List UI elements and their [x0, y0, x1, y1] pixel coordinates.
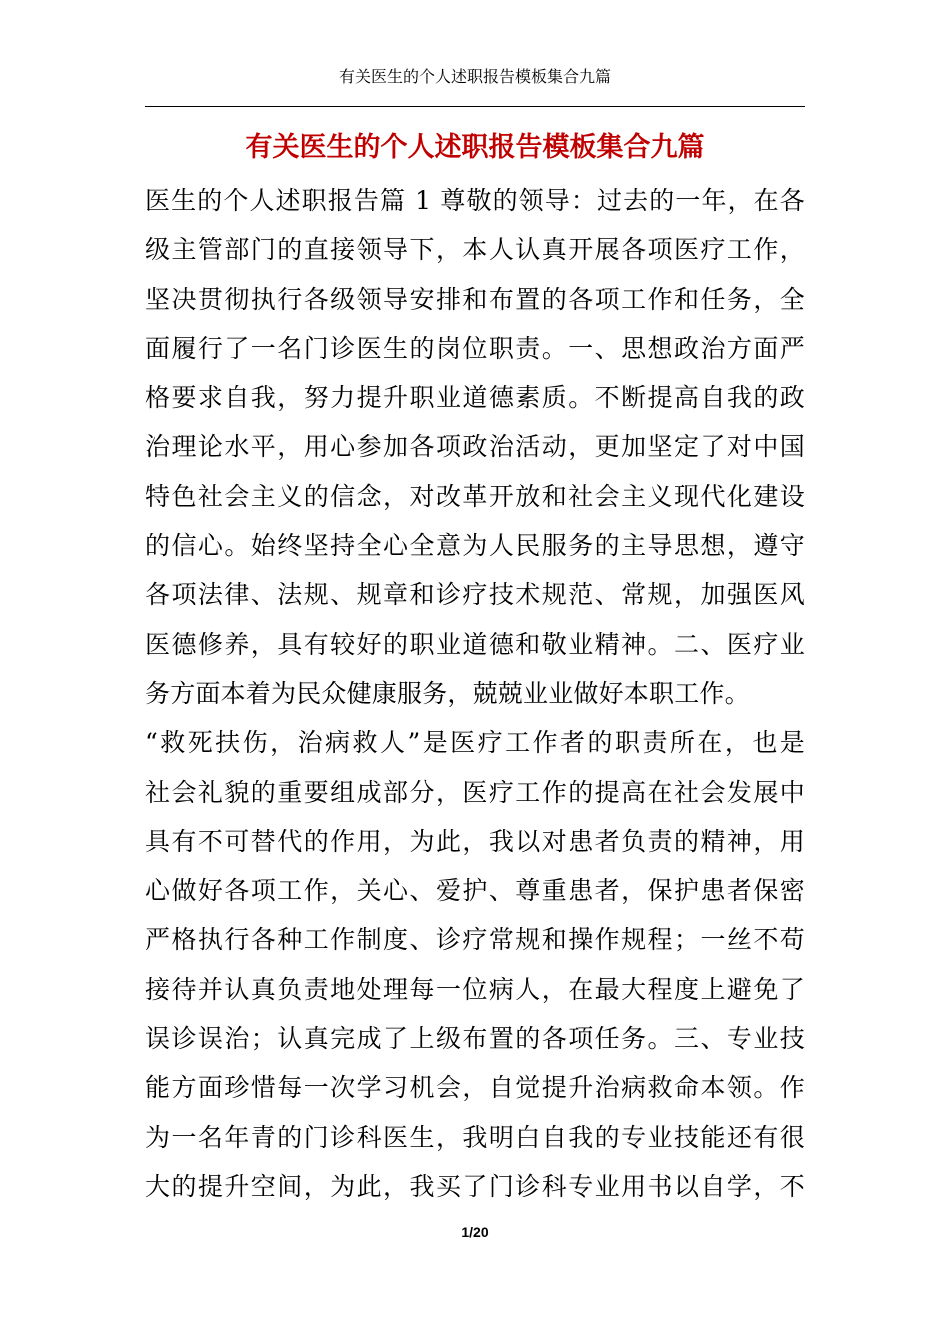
body-line: 社会礼貌的重要组成部分，医疗工作的提高在社会发展中	[145, 777, 805, 807]
body-line: 为一名年青的门诊科医生，我明白自我的专业技能还有很	[145, 1122, 805, 1152]
body-line: 治理论水平，用心参加各项政治活动，更加坚定了对中国	[145, 432, 805, 462]
body-line: 大的提升空间，为此，我买了门诊科专业用书以自学，不	[145, 1171, 805, 1201]
body-line: 级主管部门的直接领导下，本人认真开展各项医疗工作，	[145, 235, 805, 265]
running-header: 有关医生的个人述职报告模板集合九篇	[338, 67, 611, 86]
body-line: 格要求自我，努力提升职业道德素质。不断提高自我的政	[145, 383, 805, 413]
body-line: 务方面本着为民众健康服务，兢兢业业做好本职工作。	[145, 678, 750, 708]
body-line: 各项法律、法规、规章和诊疗技术规范、常规，加强医风	[145, 580, 805, 610]
body-line: 医生的个人述职报告篇 1 尊敬的领导：过去的一年，在各	[145, 186, 805, 215]
body-line: 能方面珍惜每一次学习机会，自觉提升治病救命本领。作	[145, 1073, 805, 1103]
body-line: “救死扶伤，治病救人”是医疗工作者的职责所在，也是	[145, 728, 805, 758]
body-line: 心做好各项工作，关心、爱护、尊重患者，保护患者保密	[145, 876, 805, 906]
header-divider	[145, 106, 805, 107]
body-line: 特色社会主义的信念，对改革开放和社会主义现代化建设	[145, 481, 805, 511]
body-line: 面履行了一名门诊医生的岗位职责。一、思想政治方面严	[145, 333, 805, 363]
body-line: 误诊误治；认真完成了上级布置的各项任务。三、专业技	[145, 1024, 805, 1054]
body-line: 严格执行各种工作制度、诊疗常规和操作规程；一丝不苟	[145, 925, 805, 955]
body-line: 的信心。始终坚持全心全意为人民服务的主导思想，遵守	[145, 531, 805, 561]
page-number: 1/20	[461, 1224, 489, 1240]
document-title: 有关医生的个人述职报告模板集合九篇	[245, 132, 705, 163]
body-line: 坚决贯彻执行各级领导安排和布置的各项工作和任务，全	[145, 284, 805, 314]
body-line: 医德修养，具有较好的职业道德和敬业精神。二、医疗业	[145, 629, 805, 659]
body-line: 接待并认真负责地处理每一位病人，在最大程度上避免了	[145, 974, 805, 1004]
body-line: 具有不可替代的作用，为此，我以对患者负责的精神，用	[145, 826, 805, 856]
body-text	[145, 176, 805, 1211]
